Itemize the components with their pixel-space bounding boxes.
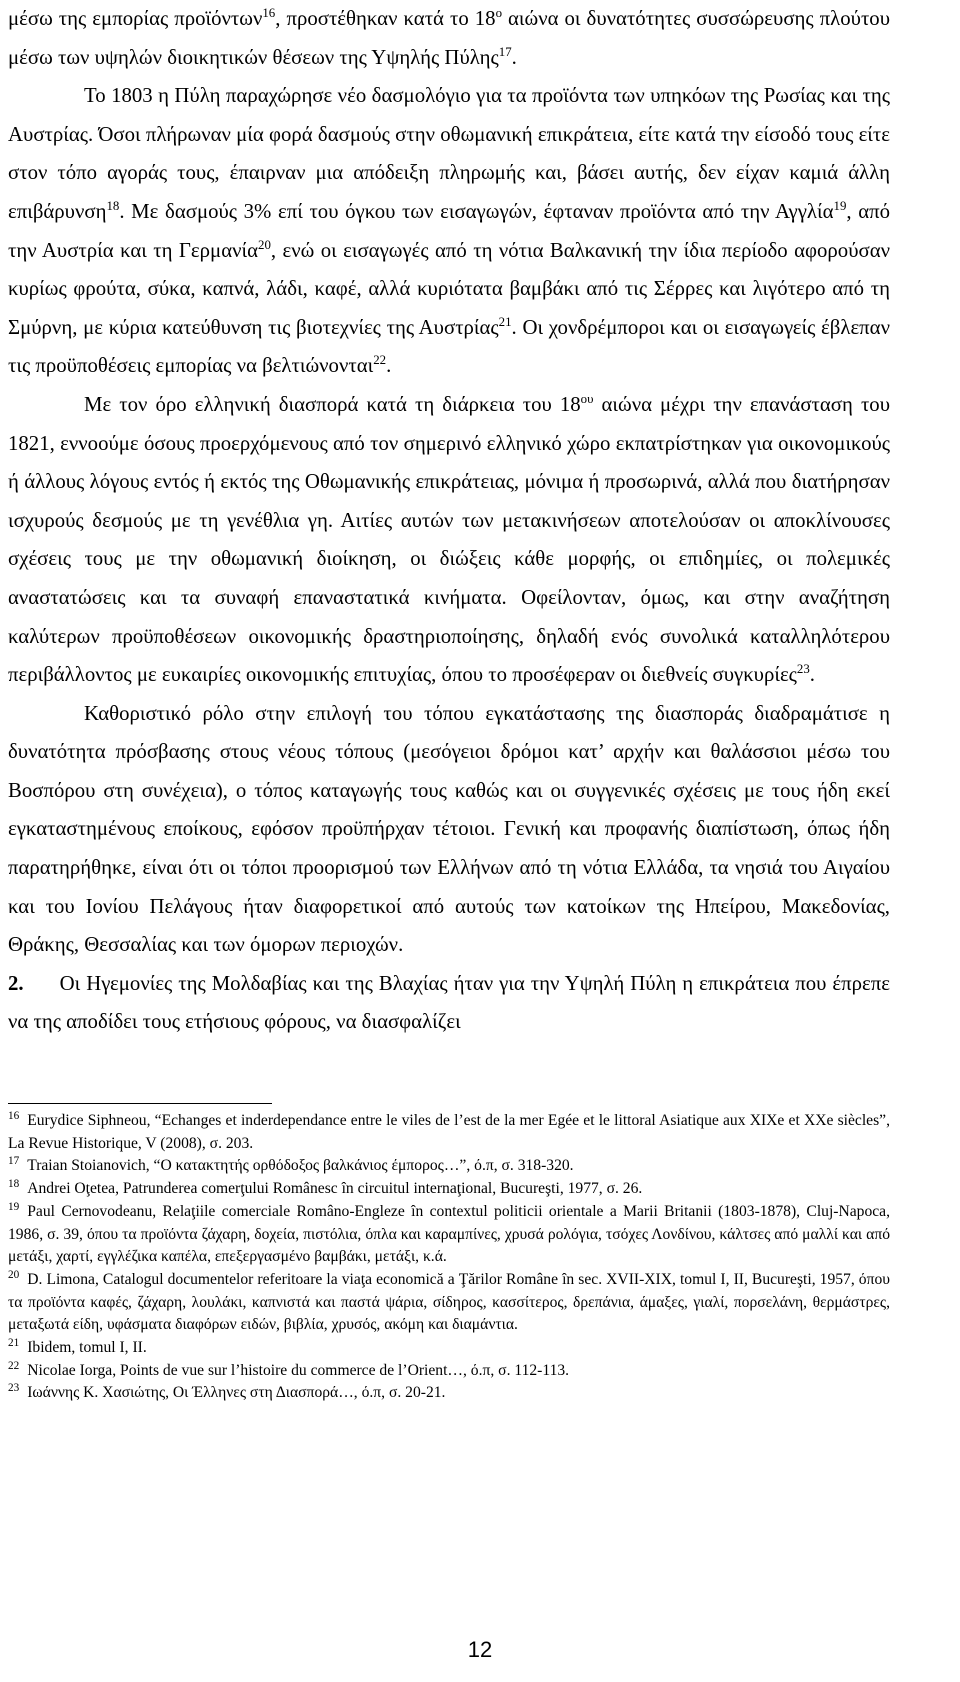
- text-run: .: [386, 354, 392, 378]
- ordinal-superscript: ο: [495, 6, 502, 21]
- footnote-text: Traian Stoianovich, “Ο κατακτητής ορθόδοξος βαλκάνιος έμπορος…”, ό.π, σ. 318-320.: [27, 1157, 574, 1175]
- text-run: , προστέθηκαν κατά το 18: [275, 7, 496, 30]
- footnote-text: Ιωάννης Κ. Χασιώτης, Οι Έλληνες στη Διασπορά…, ό.π, σ. 20-21.: [27, 1384, 446, 1402]
- paragraph: [8, 77, 890, 386]
- footnote-ref[interactable]: 20: [258, 237, 271, 252]
- footnotes: [8, 1110, 890, 1405]
- footnote-19: [8, 1201, 890, 1269]
- footnote-ref[interactable]: 21: [498, 314, 512, 329]
- footnote-17: [8, 1155, 890, 1178]
- text-run: αιώνα μέχρι την επανάσταση του 1821, εννοούμε όσους προερχόμενους από τον σημερινό ελληνικό χώρο εκπατρίστηκαν για οικονομικούς ή άλλους λόγους εντός ή εκτός της Οθωμανικής επικράτειας, μόνιμα ή προσωρινά, αλλά που διατήρησαν ισχυρούς δεσμούς με τη γενέθλια γη. Αιτίες αυτών των μετακινήσεων αποτελούσαν οι αποκλίνουσες σχέσεις τους με την οθωμανική διοίκηση, οι διώξεις κάθε μορφής, οι επιδημίες, οι πολεμικές αναστατώσεις και τα συναφή επαναστατικά κινήματα. Οφείλονταν, όμως, και στην αναζήτηση καλύτερων προϋποθέσεων οικονομικής δραστηριοποίησης, δηλαδή ενός συνολικά καταλληλότερου περιβάλλοντος με ευκαιρίες οικονομικής επιτυχίας, όπου το προσέφεραν οι διεθνείς συγκυρίες: [8, 392, 890, 687]
- text-run: Το 1803 η Πύλη παραχώρησε νέο δασμολόγιο για τα προϊόντα των υπηκόων της Ρωσίας και της Αυστρίας. Όσοι πλήρωναν μία φορά δασμούς στην οθωμανική επικράτεια, είτε κατά την είσοδό τους είτε στον τόπο αγοράς τους, έπαιρναν μια απόδειξη πληρωμής και, βάσει αυτής, δεν είχαν καμιά άλλη επιβάρυνση: [8, 84, 890, 223]
- section-text: Οι Ηγεμονίες της Μολδαβίας και της Βλαχίας ήταν για την Υψηλή Πύλη η επικράτεια που έπρεπε να της αποδίδει τους ετήσιους φόρους, να διασφαλίζει: [8, 971, 890, 1034]
- text-run: . Οι χονδρέμποροι και οι εισαγωγείς έβλεπαν τις προϋποθέσεις εμπορίας να βελτιώνονται: [8, 315, 890, 378]
- footnote-21: [8, 1337, 890, 1360]
- footnote-text: D. Limona, Catalogul documentelor referitoare la viaţa economică a Ţărilor Române în sec. XVII-XIX, tomul I, II, Bucureşti, 1957, όπου τα προϊόντα καφές, ζάχαρη, λουλάκι, καπνιστά και παστά ψάρια, σίδηρος, κασσίτερος, δρεπάνια, άμαξες, γιαλί, πορσελάνη, θερμάστρες, μεταξωτά είδη, υφάσματα διαφόρων ειδών, βιβλία, χρυσός, ακόμη και διαμάντια.: [8, 1270, 890, 1334]
- footnote-ref[interactable]: 23: [796, 662, 810, 677]
- text-run: αιώνα οι δυνατότητες συσσώρευσης πλούτου μέσω των υψηλών διοικητικών θέσεων της Υψηλής Πύλης: [8, 7, 891, 69]
- paragraph: Καθοριστικό ρόλο στην επιλογή του τόπου εγκατάστασης της διασποράς διαδραμάτισε η δυνατότητα πρόσβασης στους νέους τόπους (μεσόγειοι δρόμοι κατ’ αρχήν και θαλάσσιοι μέσω του Βοσπόρου στη συνέχεια), ο τόπος καταγωγής τους καθώς και οι συγγενικές σχέσεις με τους ήδη εκεί εγκαταστημένους εποίκους, εφόσον προϋπήρχαν τέτοιοι. Γενική και προφανής διαπίστωση, όπως ήδη παρατηρήθηκε, είναι ότι οι τόποι προορισμού των Ελλήνων από τη νότια Ελλάδα, τα νησιά του Αιγαίου και του Ιονίου Πελάγους ήταν διαφορετικοί από αυτούς των κατοίκων της Ηπείρου, Μακεδονίας, Θράκης, Θεσσαλίας και των όμορων περιοχών.: [8, 701, 890, 957]
- text-run: μέσω της εμπορίας προϊόντων: [8, 7, 263, 30]
- text-run: , από την Αυστρία και τη Γερμανία: [8, 199, 890, 262]
- text-run: .: [809, 663, 815, 687]
- text-run: Με τον όρο ελληνική διασπορά κατά τη διάρκεια του 18: [84, 392, 581, 416]
- footnote-20: [8, 1269, 890, 1337]
- footnote-ref[interactable]: 22: [373, 353, 387, 368]
- footnote-number: 22: [8, 1359, 20, 1372]
- footnote-text: Paul Cernovodeanu, Relaţiile comerciale Româno-Engleze în contextul politicii orientale a Marii Britanii (1803-1878), Cluj-Napoca, 1986, σ. 39, όπου τα προϊόντα ζάχαρη, δοχεία, πιστόλια, όπλα και καραμπίνες, χρυσά ρολόγια, τσόχες Λονδίνου, κάλτσες από μαλλί και από μετάξι, χαρτί, εγγλέζικα καπέλα, επεξεργασμένο βαμβάκι, μετάξι, κ.ά.: [8, 1202, 890, 1266]
- text-run: , ενώ οι εισαγωγές από τη νότια Βαλκανική την ίδια περίοδο αφορούσαν κυρίως φρούτα, σύκα, καπνά, λάδι, καφέ, αλλά κυριότατα βαμβάκι από τις Σέρρες και λιγότερο από τη Σμύρνη, με κύρια κατεύθυνση τις βιοτεχνίες της Αυστρίας: [8, 238, 891, 339]
- section-heading-paragraph: [8, 965, 890, 1042]
- footnote-18: [8, 1178, 890, 1201]
- footnote-text: Ibidem, tomul I, II.: [27, 1339, 147, 1357]
- footnote-number: 20: [8, 1268, 20, 1281]
- text-run: . Με δασμούς 3% επί του όγκου των εισαγωγών, έφταναν προϊόντα από την Αγγλία: [119, 199, 834, 223]
- footnote-ref[interactable]: 19: [833, 199, 847, 214]
- footnote-16: [8, 1110, 890, 1155]
- footnote-ref[interactable]: 17: [498, 44, 512, 59]
- footnote-22: [8, 1360, 890, 1383]
- footnote-number: 19: [8, 1200, 20, 1213]
- footnote-text: Andrei Oţetea, Patrunderea comerţului Românesc în circuitul internaţional, Bucureşti, 1977, σ. 26.: [27, 1180, 643, 1198]
- ordinal-superscript: ου: [580, 392, 594, 407]
- footnote-ref[interactable]: 18: [106, 199, 120, 214]
- footnote-number: 16: [8, 1109, 20, 1122]
- footnote-number: 18: [8, 1177, 20, 1190]
- footnote-number: 17: [8, 1155, 20, 1168]
- footnote-23: [8, 1382, 890, 1405]
- footnote-separator: [8, 1103, 272, 1104]
- footnote-text: Nicolae Iorga, Points de vue sur l’histoire du commerce de l’Orient…, ό.π, σ. 112-113.: [27, 1361, 570, 1379]
- footnote-number: 23: [8, 1382, 20, 1395]
- paragraph: [8, 0, 890, 77]
- text-run: .: [511, 45, 517, 69]
- footnote-number: 21: [8, 1336, 20, 1349]
- paragraph: [8, 386, 890, 695]
- footnote-text: Eurydice Siphneou, “Echanges et inderdependance entre le viles de l’est de la mer Egée et le littoral Asiatique aux XIXe et XXe siècles”, La Revue Historique, V (2008), σ. 203.: [8, 1112, 890, 1152]
- page-number: 12: [467, 1637, 493, 1662]
- main-text: [8, 0, 890, 1042]
- footnote-ref[interactable]: 16: [262, 6, 276, 21]
- section-number: 2.: [8, 971, 24, 995]
